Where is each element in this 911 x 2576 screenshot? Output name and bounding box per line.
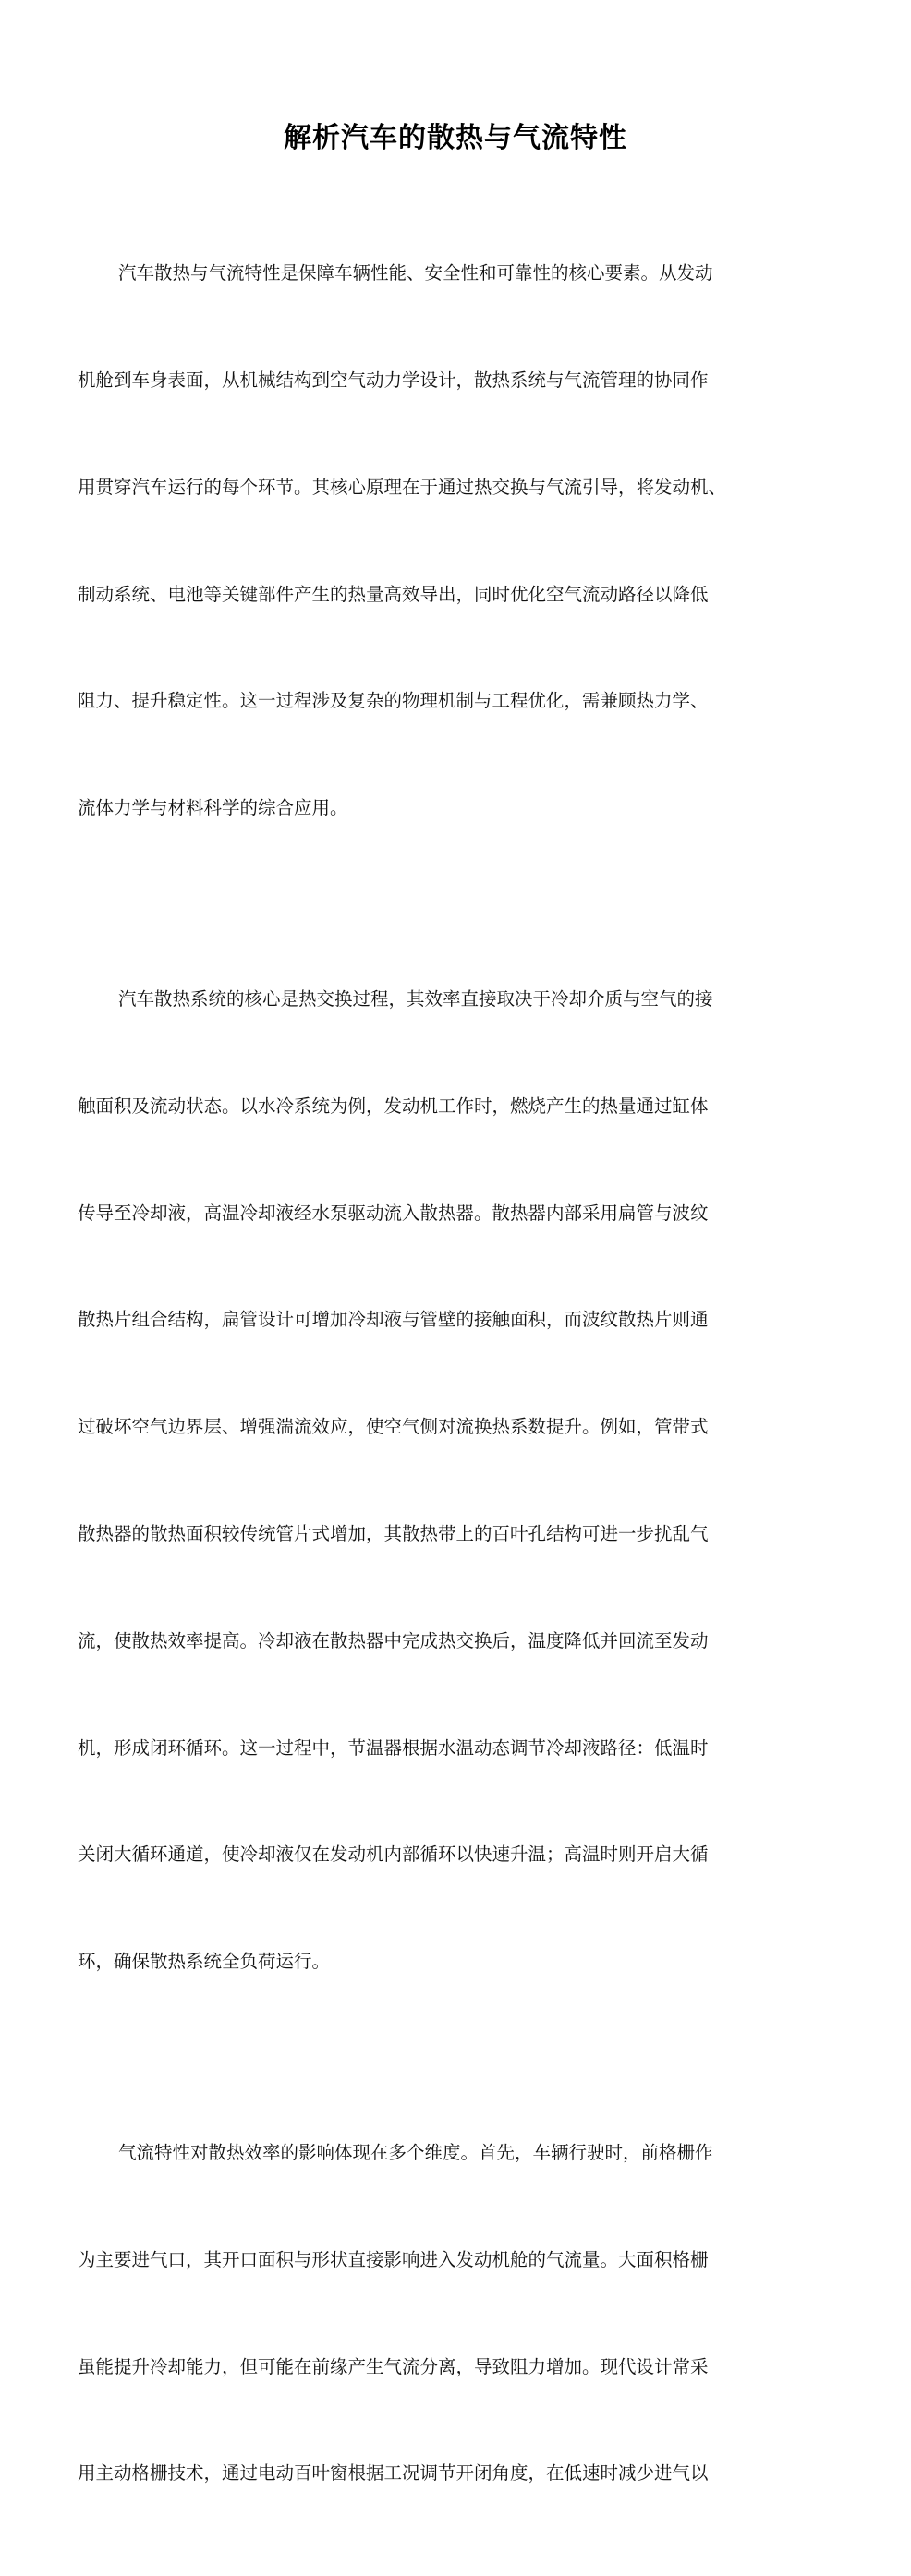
paragraph-line: 机，形成闭环循环。这一过程中，节温器根据水温动态调节冷却液路径：低温时 xyxy=(78,1736,709,1759)
paragraph-line: 汽车散热系统的核心是热交换过程，其效率直接取决于冷却介质与空气的接 xyxy=(118,988,713,1010)
paragraph-line: 散热器的散热面积较传统管片式增加，其散热带上的百叶孔结构可进一步扰乱气 xyxy=(78,1522,709,1544)
paragraph-line: 制动系统、电池等关键部件产生的热量高效导出，同时优化空气流动路径以降低 xyxy=(78,583,709,605)
paragraph-line: 汽车散热与气流特性是保障车辆性能、安全性和可靠性的核心要素。从发动 xyxy=(118,262,713,284)
paragraph-line: 传导至冷却液，高温冷却液经水泵驱动流入散热器。散热器内部采用扁管与波纹 xyxy=(78,1202,709,1224)
document-title: 解析汽车的散热与气流特性 xyxy=(284,122,627,154)
paragraph-line: 关闭大循环通道，使冷却液仅在发动机内部循环以快速升温；高温时则开启大循 xyxy=(78,1844,709,1866)
paragraph-line: 为主要进气口，其开口面积与形状直接影响进入发动机舱的气流量。大面积格栅 xyxy=(78,2248,709,2270)
paragraph-line: 流，使散热效率提高。冷却液在散热器中完成热交换后，温度降低并回流至发动 xyxy=(78,1629,709,1651)
paragraph-line: 用主动格栅技术，通过电动百叶窗根据工况调节开闭角度，在低速时减少进气以 xyxy=(78,2462,709,2485)
paragraph-3 xyxy=(78,2064,776,2563)
paragraph-line: 过破坏空气边界层、增强湍流效应，使空气侧对流换热系数提升。例如，管带式 xyxy=(78,1416,709,1438)
paragraph-line: 虽能提升冷却能力，但可能在前缘产生气流分离，导致阻力增加。现代设计常采 xyxy=(78,2355,709,2377)
paragraph-line: 气流特性对散热效率的影响体现在多个维度。首先，车辆行驶时，前格栅作 xyxy=(118,2142,713,2164)
paragraph-line: 用贯穿汽车运行的每个环节。其核心原理在于通过热交换与气流引导，将发动机、 xyxy=(78,476,727,498)
paragraph-1 xyxy=(78,185,776,898)
paragraph-line: 机舱到车身表面，从机械结构到空气动力学设计，散热系统与气流管理的协同作 xyxy=(78,369,709,391)
paragraph-line: 环，确保散热系统全负荷运行。 xyxy=(78,1951,331,1973)
paragraph-line: 流体力学与材料科学的综合应用。 xyxy=(78,797,348,819)
paragraph-line: 散热片组合结构，扁管设计可增加冷却液与管壁的接触面积，而波纹散热片则通 xyxy=(78,1309,709,1331)
document-body xyxy=(78,185,776,2576)
paragraph-line: 阻力、提升稳定性。这一过程涉及复杂的物理机制与工程优化，需兼顾热力学、 xyxy=(78,690,709,712)
paragraph-2 xyxy=(78,911,776,2051)
paragraph-line: 触面积及流动状态。以水冷系统为例，发动机工作时，燃烧产生的热量通过缸体 xyxy=(78,1094,709,1117)
